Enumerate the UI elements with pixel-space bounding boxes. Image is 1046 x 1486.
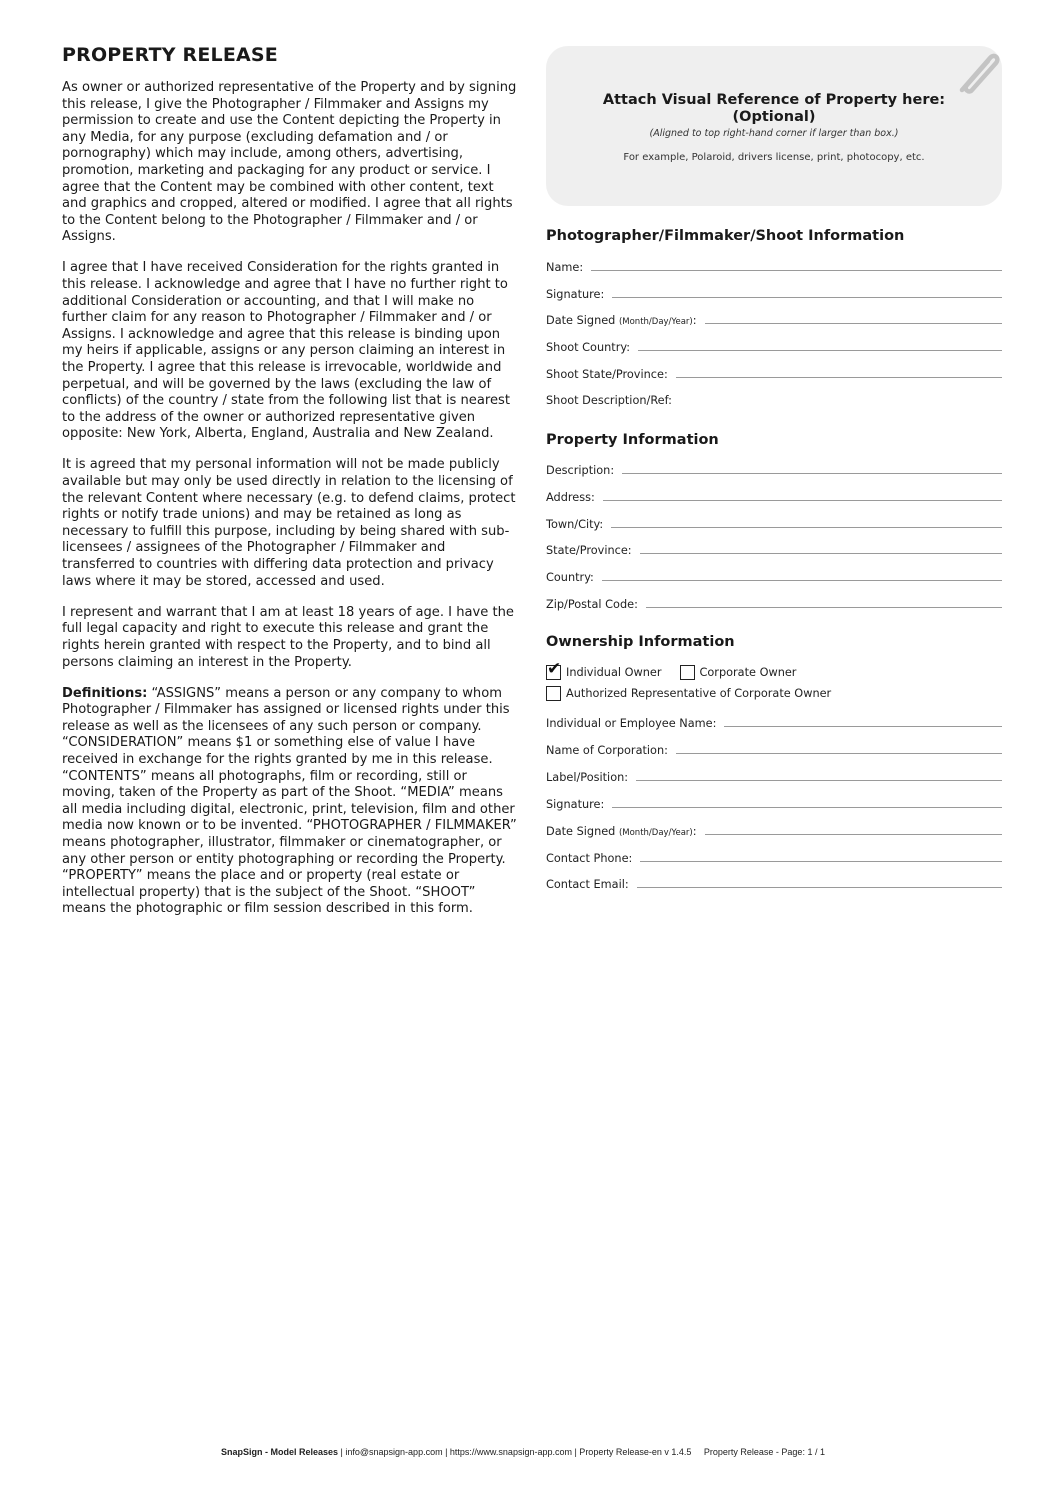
attach-heading-line1: Attach Visual Reference of Property here:	[602, 92, 946, 108]
definitions-label: Definitions:	[62, 685, 148, 701]
footer-brand: SnapSign - Model Releases	[221, 1447, 339, 1457]
corporate-owner-checkbox[interactable]	[680, 665, 695, 680]
ownership-info-title: Ownership Information	[546, 634, 735, 650]
field-label: Label/Position:	[546, 771, 629, 784]
field-label: Zip/Postal Code:	[546, 598, 638, 611]
input-line[interactable]	[640, 552, 1002, 554]
definitions-text: “ASSIGNS” means a person or any company to whom Photographer / Filmmaker has assigned or licensed rights under this release as well as the licensees of any such person or company. “CONSIDERATION” means $1 or something else of value I have received in exchange for the rights granted by me in this release. “CONTENTS” means all photographs, film or recording, still or moving, taken of the Property as part of the Shoot. “MEDIA” means all media including digital, electronic, print, television, film and other media now known or to be invented. “PHOTOGRAPHER / FILMMAKER” means photographer, illustrator, filmmaker or cinematographer, or any other person or entity photographing or recording the Property. “PROPERTY” means the place and or property (real estate or intellectual property) that is the subject of the Shoot. “SHOOT” means the photographic or film session described in this form.	[62, 685, 517, 917]
field-label: Date Signed (Month/Day/Year):	[546, 825, 697, 838]
input-line[interactable]	[636, 779, 1002, 781]
definitions-paragraph	[62, 686, 520, 918]
field-label: Contact Email:	[546, 878, 629, 891]
shoot-info-title: Photographer/Filmmaker/Shoot Information	[546, 228, 905, 244]
field-label: Contact Phone:	[546, 852, 633, 865]
property-country-field[interactable]	[546, 566, 1002, 584]
date-format-hint: (Month/Day/Year)	[618, 317, 693, 327]
employee-name-field[interactable]	[546, 712, 1002, 730]
individual-owner-checkbox[interactable]	[546, 659, 562, 680]
input-line[interactable]	[676, 752, 1002, 754]
shoot-name-field[interactable]	[546, 256, 1002, 274]
input-line[interactable]	[612, 806, 1002, 808]
footer-details: | info@snapsign-app.com | https://www.snapsign-app.com | Property Release-en v 1.4.5	[338, 1447, 692, 1457]
property-address-field[interactable]	[546, 486, 1002, 504]
corporate-owner-label: Corporate Owner	[699, 666, 797, 679]
property-description-field[interactable]	[546, 459, 1002, 477]
field-label: Name:	[546, 261, 584, 274]
property-info-title: Property Information	[546, 432, 719, 448]
input-line[interactable]	[603, 499, 1002, 501]
field-label: Individual or Employee Name:	[546, 717, 717, 730]
input-line[interactable]	[612, 296, 1002, 298]
contact-phone-field[interactable]	[546, 847, 1002, 865]
input-line[interactable]	[724, 725, 1002, 727]
date-format-hint: (Month/Day/Year)	[618, 828, 693, 838]
input-line[interactable]	[611, 526, 1002, 528]
input-line[interactable]	[705, 322, 1002, 324]
paperclip-icon	[948, 46, 1000, 98]
field-label: Address:	[546, 491, 595, 504]
shoot-country-field[interactable]	[546, 336, 1002, 354]
input-line[interactable]	[602, 579, 1002, 581]
individual-owner-label: Individual Owner	[566, 666, 662, 679]
release-paragraph-2: I agree that I have received Consideration for the rights granted in this release. I acknowledge and agree that I have no further right to additional Consideration or accounting, and that I will make no further claim for any reason to Photographer / Filmmaker and / or Assigns. I acknowledge and agree that this release is binding upon my heirs if applicable, assigns or any person claiming an interest in the Property. I agree that this release is irrevocable, worldwide and perpetual, and will be governed by the laws (excluding the law of conflicts) of the country / state from the following list that is nearest to the address of the owner or authorized representative given opposite: New York, Alberta, England, Australia and New Zealand.	[62, 260, 510, 442]
attach-heading	[546, 92, 1002, 126]
property-state-field[interactable]	[546, 539, 1002, 557]
shoot-state-field[interactable]	[546, 363, 1002, 381]
attach-heading-line2: (Optional)	[732, 109, 816, 125]
attach-note: (Aligned to top right-hand corner if larger than box.)	[649, 128, 899, 139]
release-paragraph-4: I represent and warrant that I am at least 18 years of age. I have the full legal capacity and right to execute this release and grant the rights herein granted with respect to the Property, and to bind all persons claiming an interest in the Property.	[62, 604, 514, 670]
field-label: Shoot Country:	[546, 341, 631, 354]
owner-signature-field[interactable]	[546, 793, 1002, 811]
contact-email-field[interactable]	[546, 873, 1002, 891]
input-line[interactable]	[640, 860, 1002, 862]
field-label: Signature:	[546, 798, 605, 811]
property-zip-field[interactable]	[546, 593, 1002, 611]
input-line[interactable]	[622, 472, 1002, 474]
footer-page-number: Property Release - Page: 1 / 1	[703, 1447, 825, 1457]
field-label: Name of Corporation:	[546, 744, 668, 757]
input-line[interactable]	[676, 376, 1002, 378]
authorized-rep-row	[546, 686, 831, 701]
page-footer	[0, 1447, 1046, 1457]
label-position-field[interactable]	[546, 766, 1002, 784]
input-line[interactable]	[638, 349, 1002, 351]
owner-type-row	[546, 659, 797, 680]
field-label: Signature:	[546, 288, 605, 301]
field-label: Shoot State/Province:	[546, 368, 668, 381]
attach-example: For example, Polaroid, drivers license, print, photocopy, etc.	[623, 152, 925, 163]
attach-reference-box[interactable]	[546, 46, 1002, 206]
shoot-description-field[interactable]	[546, 389, 1002, 407]
checkmark-icon: ✔	[547, 659, 562, 679]
form-column	[546, 46, 1002, 891]
authorized-rep-label: Authorized Representative of Corporate Owner	[566, 687, 832, 700]
field-label: Description:	[546, 464, 615, 477]
release-paragraph-1: As owner or authorized representative of the Property and by signing this release, I give the Photographer / Filmmaker and Assigns my permission to create and use the Content depicting the Property in any Media, for any purpose (excluding defamation and / or pornography) which may include, among others, advertising, promotion, marketing and packaging for any product or service. I agree that the Content may be combined with other content, text and graphics and cropped, altered or modified. I agree that all rights to the Content belong to the Photographer / Filmmaker and / or Assigns.	[62, 80, 517, 245]
release-text-column	[62, 44, 520, 932]
input-line[interactable]	[705, 833, 1002, 835]
shoot-signature-field[interactable]	[546, 283, 1002, 301]
field-label: State/Province:	[546, 544, 632, 557]
field-label: Town/City:	[546, 518, 604, 531]
input-line[interactable]	[637, 886, 1002, 888]
release-paragraph-3: It is agreed that my personal information will not be made publicly available but may only be used directly in relation to the licensing of the relevant Content where necessary (e.g. to defend claims, protect rights or notify trade unions) and may be retained as long as necessary to fulfill this purpose, including by being shared with sub-licensees / assignees of the Photographer / Filmmaker and transferred to countries with differing data protection and privacy laws where it may be stored, accessed and used.	[62, 457, 516, 589]
field-label: Date Signed (Month/Day/Year):	[546, 314, 697, 327]
owner-date-field[interactable]	[546, 820, 1002, 838]
corporation-name-field[interactable]	[546, 739, 1002, 757]
shoot-date-field[interactable]	[546, 309, 1002, 327]
property-town-field[interactable]	[546, 513, 1002, 531]
input-line[interactable]	[591, 269, 1002, 271]
authorized-rep-checkbox[interactable]	[546, 686, 561, 701]
document-title: PROPERTY RELEASE	[62, 44, 278, 66]
field-label: Shoot Description/Ref:	[546, 394, 672, 407]
field-label: Country:	[546, 571, 594, 584]
input-line[interactable]	[646, 606, 1002, 608]
